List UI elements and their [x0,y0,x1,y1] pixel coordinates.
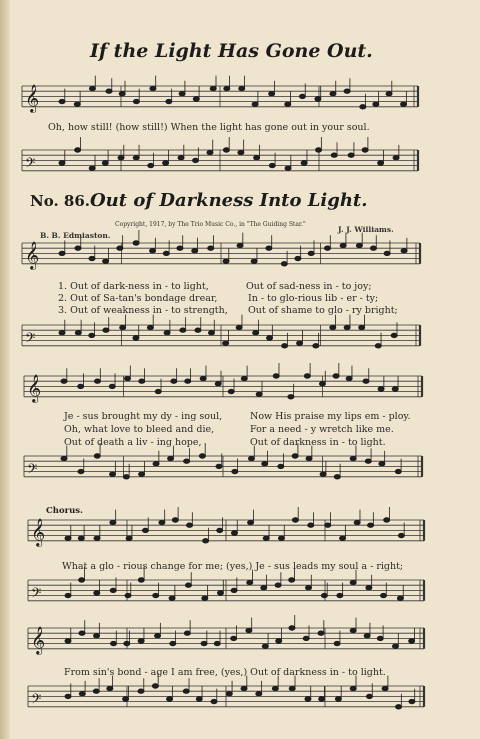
note-head [59,161,65,165]
note-head [169,596,175,600]
note-head [207,150,213,154]
note-head [384,251,390,255]
note-head [150,249,156,253]
note-head [346,376,352,380]
note-head [170,641,176,645]
note-head [119,92,125,96]
note-head [373,102,379,106]
note-head [333,374,339,378]
note-head [261,586,267,590]
note-head [289,686,295,690]
note-head [152,684,158,688]
note-head [102,161,108,165]
note-head [217,528,223,532]
note-head [223,148,229,152]
note-head [289,578,295,582]
note-head [256,692,262,696]
note-head [354,520,360,524]
note-head [103,328,109,332]
note-head [124,376,130,380]
note-head [392,387,398,391]
note-head [164,331,170,335]
note-head [304,374,310,378]
note-head [281,262,287,266]
note-head [163,161,169,165]
music-author: J. J. Williams. [338,225,394,234]
note-head [171,379,177,383]
note-head [110,641,116,645]
note-head [177,246,183,250]
note-head [348,153,354,157]
note-head [320,472,326,476]
note-head [356,243,362,247]
note-head [133,336,139,340]
note-head [370,246,376,250]
note-head [269,92,275,96]
note-head [150,86,156,90]
note-head [313,344,319,348]
note-head [238,150,244,154]
note-head [192,249,198,253]
note-head [366,586,372,590]
note-head [409,639,415,643]
verse2-line-d: For a need - y wretch like me. [250,424,394,435]
note-head [155,389,161,393]
note-head [203,539,209,543]
note-head [232,469,238,473]
note-head [248,456,254,460]
note-head [223,259,229,263]
note-head [303,636,309,640]
note-head [153,593,159,597]
note-head [124,641,130,645]
note-head [275,583,281,587]
note-head [396,705,402,709]
note-head [292,454,298,458]
note-head [282,344,288,348]
note-head [247,580,253,584]
note-head [239,86,245,90]
note-head [231,636,237,640]
verse2-line-b: In - to glo-rious lib - er - ty; [248,293,379,304]
note-head [278,536,284,540]
note-head [401,102,407,106]
note-head [306,456,312,460]
note-head [193,97,199,101]
note-head [65,536,71,540]
note-head [89,256,95,260]
treble-clef: 𝄞 [31,517,46,546]
note-head [59,99,65,103]
note-head [211,699,217,703]
note-head [382,686,388,690]
note-head [78,469,84,473]
note-head [321,593,327,597]
verse1-line-b: Out of sad-ness in - to joy; [246,281,372,292]
note-head [299,94,305,98]
note-head [214,641,220,645]
note-head [199,454,205,458]
note-head [377,636,383,640]
note-head [253,331,259,335]
note-head [398,533,404,537]
note-head [324,246,330,250]
note-head [133,241,139,245]
note-head [236,325,242,329]
note-head [378,161,384,165]
note-head [272,686,278,690]
verse1-line-c: Je - sus brought my dy - ing soul, [64,411,223,422]
note-head [148,163,154,167]
note-head [228,389,234,393]
note-head [94,536,100,540]
note-head [285,166,291,170]
note-head [117,246,123,250]
note-head [325,523,331,527]
note-head [288,395,294,399]
note-head [397,596,403,600]
note-head [179,92,185,96]
note-head [193,158,199,162]
note-head [276,639,282,643]
note-head [262,644,268,648]
note-head [305,586,311,590]
note-head [226,692,232,696]
note-head [316,148,322,152]
note-head [94,454,100,458]
note-head [297,341,303,345]
note-head [335,697,341,701]
note-head [375,344,381,348]
note-head [138,578,144,582]
chorus-label: Chorus. [46,506,84,516]
note-head [295,256,301,260]
note-head [308,251,314,255]
hymn1-title: If the Light Has Gone Out. [90,40,373,62]
note-head [180,328,186,332]
note-head [89,86,95,90]
note-head [133,156,139,160]
note-head [123,475,129,479]
note-head [138,689,144,693]
note-head [75,331,81,335]
note-head [167,697,173,701]
note-head [65,694,71,698]
note-head [267,336,273,340]
verse2-line-a: 2. Out of Sa-tan's bondage drear, [58,293,218,304]
verse1-line-d: Now His praise my lips em - ploy. [250,411,411,422]
verse2-line-c: Oh, what love to bleed and die, [64,424,215,435]
note-head [94,591,100,595]
note-head [263,536,269,540]
note-head [79,692,85,696]
note-head [366,694,372,698]
note-head [337,593,343,597]
note-head [139,379,145,383]
note-head [61,379,67,383]
note-head [75,246,81,250]
note-head [344,325,350,329]
note-head [301,161,307,165]
note-head [216,464,222,468]
note-head [123,697,129,701]
note-head [266,246,272,250]
note-head [359,325,365,329]
note-head [208,246,214,250]
note-head [200,376,206,380]
note-head [65,593,71,597]
bass-clef: 𝄢 [27,460,38,480]
bass-clef: 𝄢 [25,329,36,349]
note-head [308,523,314,527]
note-head [285,102,291,106]
note-head [252,102,258,106]
words-author: B. B. Edmiaston. [40,231,111,240]
note-head [89,166,95,170]
hymn2-title: Out of Darkness Into Light. [90,190,368,211]
note-head [172,518,178,522]
note-head [362,148,368,152]
note-head [330,325,336,329]
note-head [241,376,247,380]
note-head [395,469,401,473]
note-head [223,341,229,345]
note-head [331,153,337,157]
note-head [139,472,145,476]
note-head [59,331,65,335]
note-head [392,644,398,648]
note-head [94,379,100,383]
note-head [133,99,139,103]
note-head [79,631,85,635]
note-head [246,628,252,632]
note-head [340,536,346,540]
note-head [262,462,268,466]
note-head [315,97,321,101]
note-head [319,382,325,386]
note-head [109,384,115,388]
treble-clef: 𝄞 [25,83,40,112]
note-head [384,518,390,522]
note-head [330,92,336,96]
note-head [202,596,208,600]
bass-clef: 𝄢 [25,154,36,174]
note-head [215,382,221,386]
note-head [231,588,237,592]
note-head [187,523,193,527]
note-head [368,523,374,527]
note-head [363,379,369,383]
note-head [89,333,95,337]
treble-clef: 𝄞 [27,373,42,402]
note-head [350,456,356,460]
note-head [201,641,207,645]
note-head [344,89,350,93]
verse1-line-a: 1. Out of dark-ness in - to light, [58,281,209,292]
note-head [254,156,260,160]
note-head [409,699,415,703]
note-head [118,156,124,160]
note-head [168,456,174,460]
note-head [350,580,356,584]
note-head [126,536,132,540]
note-head [241,686,247,690]
note-head [350,686,356,690]
note-head [75,148,81,152]
treble-clef: 𝄞 [31,625,46,654]
note-head [208,331,214,335]
note-head [110,588,116,592]
note-head [378,387,384,391]
verse3-line-a: 3. Out of weakness in - to strength, [58,305,228,316]
note-head [318,631,324,635]
note-head [278,464,284,468]
note-head [61,456,67,460]
note-head [138,639,144,643]
note-head [251,259,257,263]
verse3-line-d: Out of darkness in - to light. [250,437,386,448]
note-head [178,156,184,160]
note-head [184,459,190,463]
note-head [237,243,243,247]
note-head [379,462,385,466]
note-head [107,686,113,690]
note-head [210,86,216,90]
note-head [350,628,356,632]
note-head [142,528,148,532]
note-head [106,89,112,93]
chorus-lyric-line-1: What a glo - rious change for me; (yes,) Je - sus leads my soul a - right; [62,561,404,572]
verse3-line-c: Out of death a liv - ing hope, [64,437,202,448]
note-head [147,325,153,329]
note-head [340,243,346,247]
bass-clef: 𝄢 [31,690,42,710]
treble-clef: 𝄞 [25,240,40,269]
note-head [196,697,202,701]
note-head [231,531,237,535]
note-head [78,384,84,388]
note-head [125,593,131,597]
copyright-notice: Copyright, 1917, by The Trio Music Co., in "The Guiding Star." [115,221,306,228]
note-head [393,156,399,160]
verse3-line-b: Out of shame to glo - ry bright; [248,305,398,316]
note-head [103,259,109,263]
note-head [224,86,230,90]
note-head [292,518,298,522]
note-head [163,251,169,255]
note-head [78,536,84,540]
note-head [269,163,275,167]
note-head [184,631,190,635]
note-head [94,634,100,638]
note-head [59,251,65,255]
note-head [183,689,189,693]
note-head [74,102,80,106]
note-head [319,697,325,701]
bass-clef: 𝄢 [31,584,42,604]
note-head [334,475,340,479]
note-head [401,249,407,253]
note-head [217,591,223,595]
note-head [365,459,371,463]
note-head [386,92,392,96]
note-head [380,593,386,597]
hymn2-number: No. 86. [30,192,90,210]
chorus-lyric-line-2: From sin's bond - age I am free, (yes,) Out of darkness in - to light. [64,667,386,678]
note-head [166,99,172,103]
note-head [195,328,201,332]
note-head [79,578,85,582]
note-head [65,639,71,643]
note-head [185,583,191,587]
note-head [256,392,262,396]
note-head [364,634,370,638]
hymn1-lyric: Oh, how still! (how still!) When the light has gone out in your soul. [48,122,370,133]
note-head [120,325,126,329]
note-head [305,697,311,701]
note-head [360,105,366,109]
note-head [185,379,191,383]
note-head [289,626,295,630]
note-head [153,462,159,466]
note-head [159,520,165,524]
note-head [334,641,340,645]
note-head [248,520,254,524]
note-head [273,374,279,378]
note-head [391,333,397,337]
note-head [110,520,116,524]
note-head [155,634,161,638]
note-head [110,472,116,476]
note-head [93,689,99,693]
